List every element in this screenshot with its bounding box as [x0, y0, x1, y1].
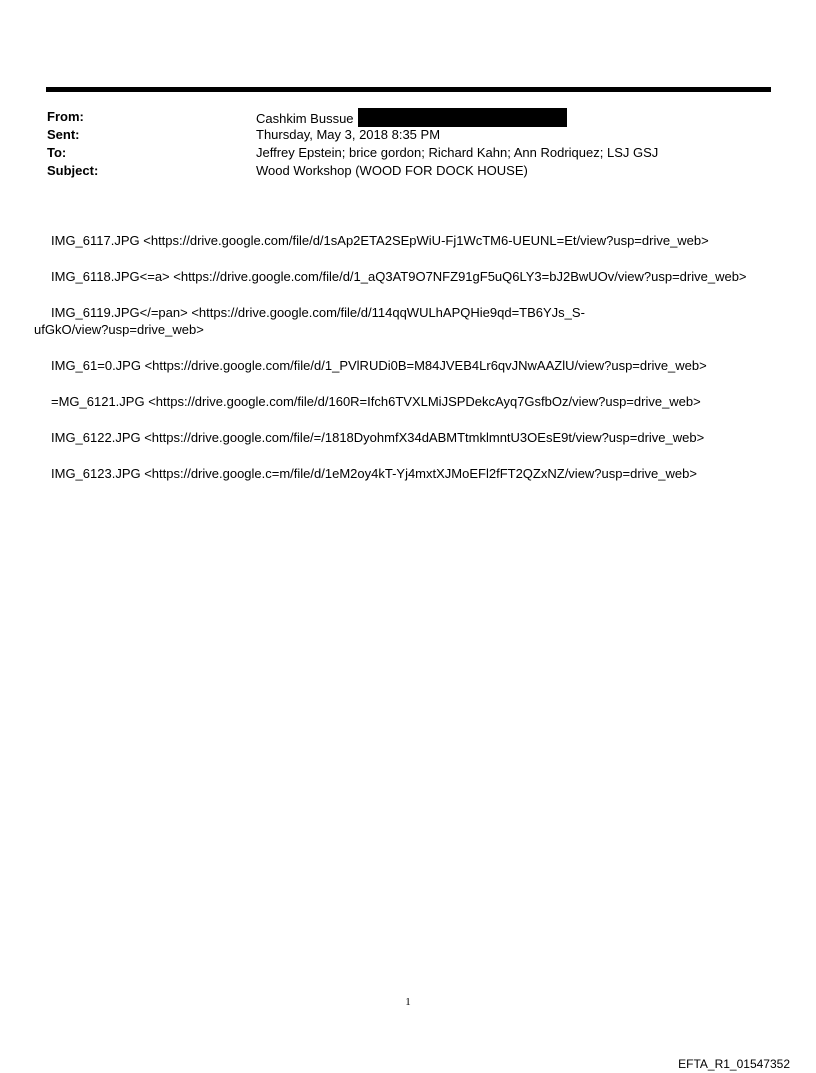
attachment-link[interactable]: IMG_6122.JPG <https://drive.google.com/file/=/1818DyohmfX34dABMTtmklmntU3OEsE9t/view?usp=drive_web>: [51, 430, 705, 445]
subject-row: [47, 162, 767, 180]
attachment-link[interactable]: IMG_6118.JPG<=a> <https://drive.google.com/file/d/1_aQ3AT9O7NFZ91gF5uQ6LY3=bJ2BwUOv/view?usp=drive_web>: [51, 269, 747, 284]
sent-row: [47, 126, 767, 144]
redaction-box: [358, 108, 567, 127]
from-label: From:: [47, 109, 84, 124]
sent-label: Sent:: [47, 127, 80, 142]
sent-value: Thursday, May 3, 2018 8:35 PM: [256, 127, 441, 142]
attachment-link[interactable]: [34, 304, 794, 338]
email-body: [34, 232, 794, 501]
attachment-link[interactable]: IMG_6123.JPG <https://drive.google.c=m/file/d/1eM2oy4kT-Yj4mxtXJMoEFl2fFT2QZxNZ/view?usp=drive_web>: [51, 466, 697, 481]
to-value: Jeffrey Epstein; brice gordon; Richard Kahn; Ann Rodriquez; LSJ GSJ: [256, 145, 659, 160]
attachment-link[interactable]: =MG_6121.JPG <https://drive.google.com/file/d/160R=Ifch6TVXLMiJSPDekcAyq7GsfbOz/view?usp=drive_web>: [51, 394, 701, 409]
from-value: [256, 108, 567, 126]
attachment-link-line-1: IMG_6119.JPG</=pan> <https://drive.google.com/file/d/114qqWULhAPQHie9qd=TB6YJs_S-: [51, 305, 585, 320]
page-number: 1: [405, 996, 411, 1008]
attachment-link-line-2: ufGkO/view?usp=drive_web>: [34, 322, 204, 337]
subject-label: Subject:: [47, 163, 99, 178]
subject-value: Wood Workshop (WOOD FOR DOCK HOUSE): [256, 163, 528, 178]
to-row: [47, 144, 767, 162]
attachment-link[interactable]: IMG_6117.JPG <https://drive.google.com/file/d/1sAp2ETA2SEpWiU-Fj1WcTM6-UEUNL=Et/view?usp=drive_web>: [51, 233, 709, 248]
to-label: To:: [47, 145, 67, 160]
sender-name: Cashkim Bussue: [256, 111, 354, 126]
email-header: [47, 108, 767, 180]
document-id: EFTA_R1_01547352: [678, 1057, 790, 1071]
from-row: [47, 108, 767, 126]
attachment-link[interactable]: IMG_61=0.JPG <https://drive.google.com/file/d/1_PVlRUDi0B=M84JVEB4Lr6qvJNwAAZlU/view?usp=drive_web>: [51, 358, 707, 373]
header-divider: [46, 87, 771, 92]
